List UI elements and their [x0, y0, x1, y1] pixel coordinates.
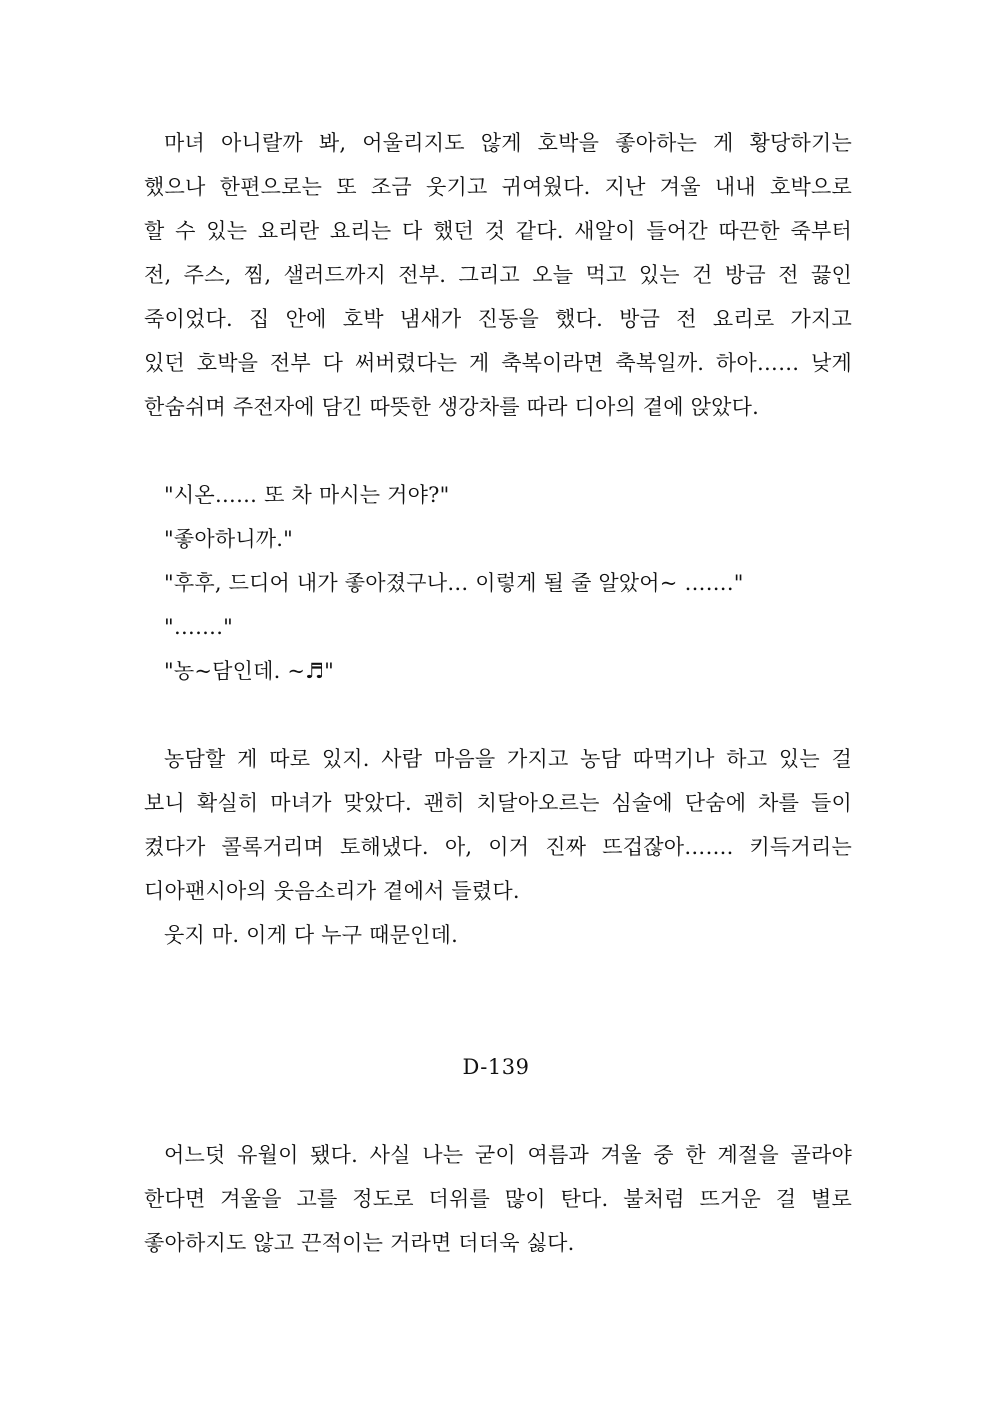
dialogue-line: "……." [164, 615, 233, 639]
dialogue-line: "농~담인데. ~♬" [164, 659, 335, 683]
paragraph-2-line: 디아팬시아의 웃음소리가 곁에서 들렸다. [144, 879, 520, 903]
paragraph-3-line: 한다면 겨울을 고를 정도로 더위를 많이 탄다. 불처럼 뜨거운 걸 별로 [144, 1187, 852, 1211]
paragraph-1-line: 있던 호박을 전부 다 써버렸다는 게 축복이라면 축복일까. 하아…… 낮게 [144, 351, 852, 375]
paragraph-1-line: 했으나 한편으로는 또 조금 웃기고 귀여웠다. 지난 겨울 내내 호박으로 [144, 175, 852, 199]
paragraph-2-line: 농담할 게 따로 있지. 사람 마음을 가지고 농담 따먹기나 하고 있는 걸 [164, 747, 852, 771]
paragraph-2-line: 보니 확실히 마녀가 맞았다. 괜히 치달아오르는 심술에 단숨에 차를 들이 [144, 791, 852, 815]
paragraph-1-line: 할 수 있는 요리란 요리는 다 했던 것 같다. 새알이 들어간 따끈한 죽부터 [144, 219, 852, 243]
paragraph-2-line: 웃지 마. 이게 다 누구 때문인데. [164, 923, 458, 947]
section-heading: D-139 [462, 1055, 530, 1079]
dialogue-line: "시온…… 또 차 마시는 거야?" [164, 483, 450, 507]
paragraph-1-line: 마녀 아니랄까 봐, 어울리지도 않게 호박을 좋아하는 게 황당하기는 [164, 131, 852, 155]
paragraph-2-line: 켰다가 콜록거리며 토해냈다. 아, 이거 진짜 뜨겁잖아……. 키득거리는 [144, 835, 852, 859]
paragraph-1-line: 전, 주스, 찜, 샐러드까지 전부. 그리고 오늘 먹고 있는 건 방금 전 끓인 [144, 263, 852, 287]
paragraph-3-line: 좋아하지도 않고 끈적이는 거라면 더더욱 싫다. [144, 1231, 575, 1255]
paragraph-3-line: 어느덧 유월이 됐다. 사실 나는 굳이 여름과 겨울 중 한 계절을 골라야 [164, 1143, 852, 1167]
dialogue-line: "후후, 드디어 내가 좋아졌구나… 이렇게 될 줄 알았어~ ……." [164, 571, 744, 595]
paragraph-1-line: 한숨쉬며 주전자에 담긴 따뜻한 생강차를 따라 디아의 곁에 앉았다. [144, 395, 759, 419]
dialogue-line: "좋아하니까." [164, 527, 294, 551]
paragraph-1-line: 죽이었다. 집 안에 호박 냄새가 진동을 했다. 방금 전 요리로 가지고 [144, 307, 852, 331]
